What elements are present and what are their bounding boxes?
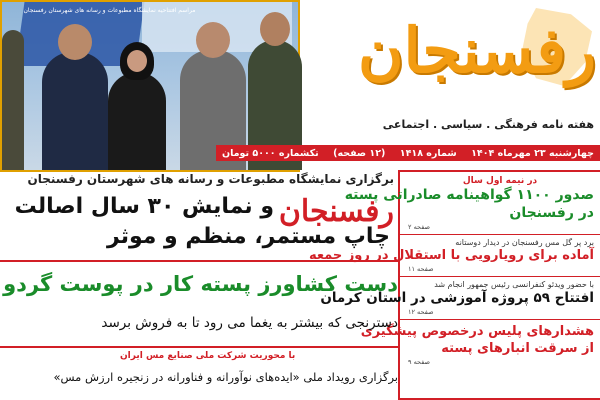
issue-pages: (۱۲ صفحه) [333, 147, 386, 159]
main-headline[interactable]: و نمایش ۳۰ سال اصالت [14, 194, 274, 219]
page-reference: صفحه ۲ [408, 223, 431, 231]
person-figure [108, 72, 166, 170]
issue-number: شماره ۱۴۱۸ [399, 147, 457, 159]
page-reference: صفحه ۱۲ [408, 308, 434, 316]
person-face [127, 50, 147, 72]
main-kicker: برگزاری نمایشگاه مطبوعات و رسانه های شهرستان رفسنجان [27, 172, 394, 186]
lead-headline[interactable]: دست کشاورز پسته کار در پوست گردو [3, 272, 398, 296]
news-headline[interactable]: آماده برای رویارویی با استقلال در روز جمعه [308, 248, 594, 263]
news-headline[interactable]: هشدارهای پلیس درخصوص پیشگیری [360, 324, 594, 339]
divider [0, 260, 398, 262]
news-subhead: برد پر گل مس رفسنجان در دیدار دوستانه [455, 238, 594, 247]
person-figure [2, 30, 24, 170]
news-headline[interactable]: در رفسنجان [509, 205, 594, 221]
news-column [308, 170, 600, 400]
issue-info-bar [216, 145, 600, 161]
person-head [196, 22, 230, 58]
news-subhead: با حضور ویدئو کنفرانسی رئیس جمهور انجام شد [434, 280, 594, 289]
main-headline-line2[interactable]: چاپ مستمر، منظم و موثر [107, 224, 390, 249]
secondary-kicker: با محوریت شرکت ملی صنایع مس ایران [120, 351, 296, 361]
masthead-tagline: هفته نامه فرهنگی . سیاسی . اجتماعی [382, 118, 594, 131]
divider [400, 319, 600, 320]
divider [400, 276, 600, 277]
photo-banner-text: مراسم افتتاحیه نمایشگاه مطبوعات و رسانه های شهرستان رفسنجان [23, 7, 196, 14]
news-headline[interactable]: افتتاح ۵۹ پروژه آموزشی در استان کرمان [320, 290, 594, 306]
person-head [260, 12, 290, 46]
person-head [58, 24, 92, 60]
lead-subheadline: دسترنجی که بیشتر به یغما می رود تا به فروش برسد [101, 315, 398, 331]
secondary-headline[interactable]: برگزاری رویداد ملی «ایده‌های نوآورانه و فناورانه در زنجیره ارزش مس» [53, 370, 398, 384]
issue-date: چهارشنبه ۲۳ مهرماه ۱۴۰۴ [471, 147, 594, 159]
page-reference: صفحه ۱۱ [408, 265, 434, 273]
issue-price: تکشماره ۵۰۰۰ تومان [222, 147, 319, 159]
news-kicker: در نیمه اول سال [462, 176, 538, 186]
masthead [302, 0, 600, 140]
person-figure [42, 52, 108, 170]
news-headline[interactable]: از سرقت انبارهای پسته [441, 341, 594, 356]
divider [0, 346, 398, 348]
divider [400, 234, 600, 235]
inline-logo: رفسنجان [278, 194, 394, 229]
news-headline[interactable]: صدور ۱۱۰۰ گواهینامه صادراتی پسته [344, 187, 594, 203]
newspaper-logo: رفسنجان [357, 14, 596, 87]
main-story-area [0, 168, 398, 400]
page-reference: صفحه ۹ [408, 358, 431, 366]
